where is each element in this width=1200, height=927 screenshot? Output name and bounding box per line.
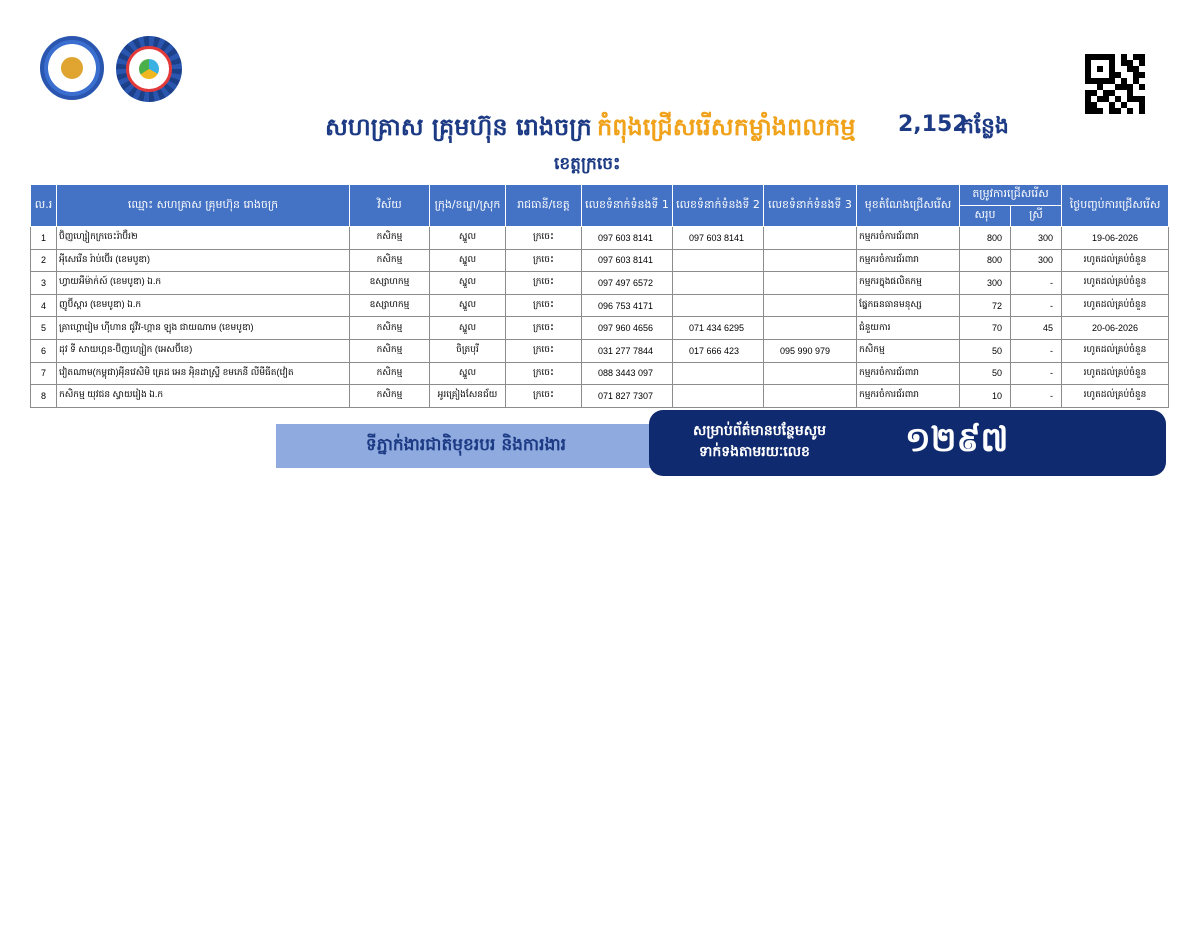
cell-district: ស្នួល: [430, 294, 506, 317]
cell-female: -: [1011, 362, 1062, 385]
header-sector: វិស័យ: [350, 185, 430, 227]
cell-district: ស្នួល: [430, 362, 506, 385]
header-no: ល.រ: [31, 185, 57, 227]
cell-phone1: 088 3443 097: [582, 362, 673, 385]
header-phone3: លេខទំនាក់ទំនងទី 3: [764, 185, 857, 227]
cell-phone1: 071 827 7307: [582, 385, 673, 408]
cell-name: ហ្វាយអឹម៉ាក់ស៍ (ខេមបូឌា) ឯ.ក: [57, 272, 350, 295]
table-row: [31, 317, 1169, 340]
cell-district: ស្នួល: [430, 249, 506, 272]
cell-sector: កសិកម្ម: [350, 249, 430, 272]
agency-banner: [276, 424, 656, 468]
cell-position: កម្មករចំការជ័រពារា: [857, 249, 960, 272]
title-recruit: កំពុងជ្រើសរើសកម្លាំងពលកម្ម: [597, 113, 856, 141]
cell-total: 10: [960, 385, 1011, 408]
cell-province: ក្រចេះ: [506, 294, 582, 317]
province-title: ខេត្តក្រចេះ: [554, 154, 621, 174]
cell-phone3: [764, 249, 857, 272]
cell-phone3: [764, 317, 857, 340]
cell-sector: ឧស្សាហកម្ម: [350, 272, 430, 295]
cell-province: ក្រចេះ: [506, 227, 582, 250]
table-row: [31, 339, 1169, 362]
header-female: ស្រី: [1011, 206, 1062, 227]
cell-phone3: [764, 272, 857, 295]
table-row: [31, 272, 1169, 295]
header-needs: តម្រូវការជ្រើសរើស: [960, 185, 1062, 206]
cell-phone1: 097 603 8141: [582, 249, 673, 272]
cell-no: 7: [31, 362, 57, 385]
info-line-1: សម្រាប់ព័ត៌មានបន្ថែមសូម: [693, 423, 827, 439]
cell-sector: កសិកម្ម: [350, 362, 430, 385]
cell-name: អុីសេរើន រ៉ាប់ប៊ើរ (ខេមបូឌា): [57, 249, 350, 272]
cell-position: កសិកម្ម: [857, 339, 960, 362]
cell-female: 45: [1011, 317, 1062, 340]
cell-female: -: [1011, 272, 1062, 295]
cell-no: 8: [31, 385, 57, 408]
cell-no: 5: [31, 317, 57, 340]
cell-sector: កសិកម្ម: [350, 317, 430, 340]
cell-female: 300: [1011, 227, 1062, 250]
table-row: [31, 227, 1169, 250]
cell-position: កម្មករក្នុងផលិតកម្ម: [857, 272, 960, 295]
cell-no: 4: [31, 294, 57, 317]
cell-name: វៀតណាម(កម្ពុជា)អុីនវេសិមិ គ្រេដ អេន អុិនដាស្ទ្រី ខមភេនី លីមីធីត(វៀត: [57, 362, 350, 385]
header-phone2: លេខទំនាក់ទំនងទី 2: [673, 185, 764, 227]
cell-position: កម្មករចំការជ័រពារា: [857, 227, 960, 250]
cell-total: 72: [960, 294, 1011, 317]
cell-sector: កសិកម្ម: [350, 339, 430, 362]
cell-deadline: រហូតដល់គ្រប់ចំនួន: [1062, 294, 1169, 317]
cell-province: ក្រចេះ: [506, 339, 582, 362]
table-row: [31, 385, 1169, 408]
cell-phone1: 031 277 7844: [582, 339, 673, 362]
cell-no: 6: [31, 339, 57, 362]
cell-total: 70: [960, 317, 1011, 340]
cell-phone2: 071 434 6295: [673, 317, 764, 340]
cell-phone1: 097 497 6572: [582, 272, 673, 295]
cell-position: កម្មករចំការជ័រពារា: [857, 362, 960, 385]
cell-no: 3: [31, 272, 57, 295]
cell-district: ស្នួល: [430, 272, 506, 295]
table-row: [31, 294, 1169, 317]
cell-deadline: រហូតដល់គ្រប់ចំនួន: [1062, 385, 1169, 408]
hotline-number[interactable]: ១២៩៧: [905, 420, 1009, 460]
ministry-seal-icon: [40, 36, 104, 100]
cell-district: ស្នួល: [430, 317, 506, 340]
header-province: រាជធានី/ខេត្ត: [506, 185, 582, 227]
info-line-2: ទាក់ទងតាមរយៈលេខ: [699, 444, 810, 460]
cell-phone2: [673, 249, 764, 272]
cell-position: កម្មករចំការជ័រពារា: [857, 385, 960, 408]
cell-phone2: [673, 272, 764, 295]
cell-sector: កសិកម្ម: [350, 385, 430, 408]
cell-deadline: រហូតដល់គ្រប់ចំនួន: [1062, 272, 1169, 295]
cell-name: ប៊ិញហ្សៀកក្រចេះរ៉ាប៊ឺរ២: [57, 227, 350, 250]
cell-total: 50: [960, 362, 1011, 385]
qr-code-icon[interactable]: [1085, 54, 1145, 114]
cell-total: 800: [960, 227, 1011, 250]
cell-deadline: 19-06-2026: [1062, 227, 1169, 250]
cell-female: -: [1011, 385, 1062, 408]
cell-phone2: [673, 294, 764, 317]
nea-logo-icon: [116, 36, 182, 102]
cell-female: -: [1011, 294, 1062, 317]
cell-province: ក្រចេះ: [506, 317, 582, 340]
cell-deadline: រហូតដល់គ្រប់ចំនួន: [1062, 249, 1169, 272]
cell-female: -: [1011, 339, 1062, 362]
cell-phone3: [764, 362, 857, 385]
cell-phone2: 097 603 8141: [673, 227, 764, 250]
cell-phone3: [764, 227, 857, 250]
agency-name: ទីភ្នាក់ងារជាតិមុខរបរ និងការងារ: [365, 434, 567, 455]
cell-province: ក្រចេះ: [506, 385, 582, 408]
cell-province: ក្រចេះ: [506, 249, 582, 272]
hotline-banner: [649, 410, 1166, 476]
cell-phone3: [764, 385, 857, 408]
cell-name: ញូប៊ីស្តារ (ខេមបូឌា) ឯ.ក: [57, 294, 350, 317]
cell-deadline: រហូតដល់គ្រប់ចំនួន: [1062, 339, 1169, 362]
cell-deadline: រហូតដល់គ្រប់ចំនួន: [1062, 362, 1169, 385]
cell-name: កសិកម្ម យុវជន ស្វាយរៀង ឯ.ក: [57, 385, 350, 408]
cell-district: ចិត្របុរី: [430, 339, 506, 362]
cell-province: ក្រចេះ: [506, 272, 582, 295]
cell-district: អូរគ្រៀងសែនជ័យ: [430, 385, 506, 408]
cell-name: គ្រាហ្គោរៀម ហ៊ីហាន ជូវីវ-ហ្គាន ឡុង ជាយណាម (ខេមបូឌា): [57, 317, 350, 340]
cell-position: ផ្នែកធនធានមនុស្ស: [857, 294, 960, 317]
cell-sector: កសិកម្ម: [350, 227, 430, 250]
cell-phone1: 097 960 4656: [582, 317, 673, 340]
recruitment-table: [30, 184, 1169, 408]
cell-phone2: 017 666 423: [673, 339, 764, 362]
cell-phone1: 096 753 4171: [582, 294, 673, 317]
cell-no: 2: [31, 249, 57, 272]
header-phone1: លេខទំនាក់ទំនងទី 1: [582, 185, 673, 227]
cell-female: 300: [1011, 249, 1062, 272]
page-title: [0, 108, 1200, 148]
cell-position: ជំនួយការ: [857, 317, 960, 340]
header-position: មុខតំណែងជ្រើសរើស: [857, 185, 960, 227]
cell-phone2: [673, 385, 764, 408]
cell-total: 300: [960, 272, 1011, 295]
table-row: [31, 362, 1169, 385]
table-row: [31, 249, 1169, 272]
cell-name: ដុវ ទី សាយហ្គន-ប៊ិញហ្សៀក (អេសប៊ីខេ): [57, 339, 350, 362]
cell-phone2: [673, 362, 764, 385]
cell-no: 1: [31, 227, 57, 250]
total-positions: 2,152: [898, 112, 968, 137]
header-deadline: ថ្ងៃបញ្ចប់ការជ្រើសរើស: [1062, 185, 1169, 227]
cell-phone3: [764, 294, 857, 317]
cell-phone1: 097 603 8141: [582, 227, 673, 250]
cell-total: 800: [960, 249, 1011, 272]
title-main: សហគ្រាស គ្រុមហ៊ុន រោងចក្រ: [325, 113, 592, 141]
cell-total: 50: [960, 339, 1011, 362]
header-name: ឈ្មោះ សហគ្រាស គ្រុមហ៊ុន រោងចក្រ: [57, 185, 350, 227]
cell-province: ក្រចេះ: [506, 362, 582, 385]
header-district: ក្រុង/ខណ្ឌ/ស្រុក: [430, 185, 506, 227]
header-total: សរុប: [960, 206, 1011, 227]
cell-sector: ឧស្សាហកម្ម: [350, 294, 430, 317]
cell-district: ស្នួល: [430, 227, 506, 250]
cell-phone3: 095 990 979: [764, 339, 857, 362]
cell-deadline: 20-06-2026: [1062, 317, 1169, 340]
positions-unit: កន្លែង: [960, 114, 1009, 139]
